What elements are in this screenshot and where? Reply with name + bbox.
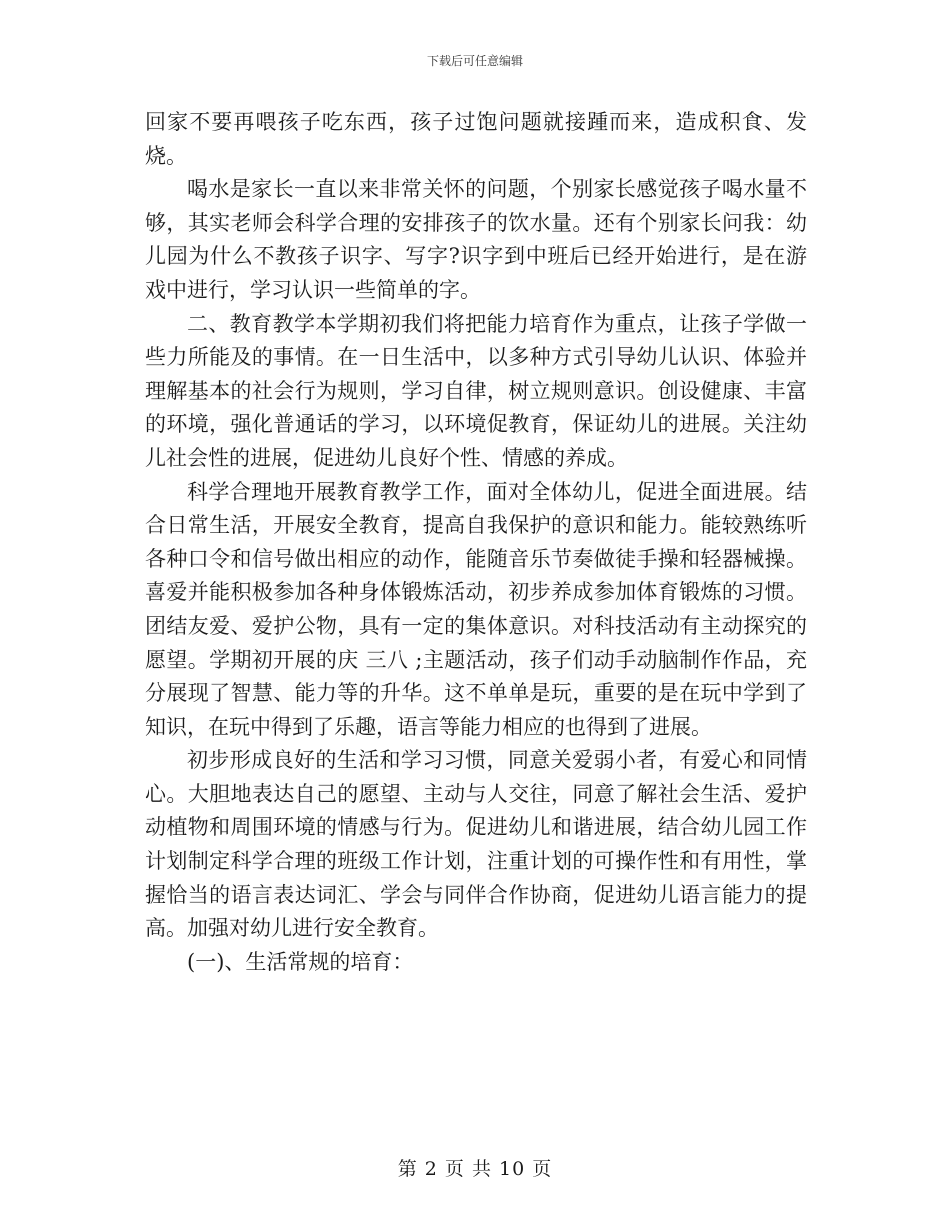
paragraph-5: 初步形成良好的生活和学习习惯，同意关爱弱小者，有爱心和同情心。大胆地表达自己的愿望、主动与人交往，同意了解社会生活、爱护动植物和周围环境的情感与行为。促进幼儿和谐进展，结合幼儿园工作计划制定科学合理的班级工作计划，注重计划的可操作性和有用性，掌握恰当的语言表达词汇、学会与同伴合作协商，促进幼儿语言能力的提高。加强对幼儿进行安全教育。 [145, 748, 807, 941]
paragraph-4: 科学合理地开展教育教学工作，面对全体幼儿，促进全面进展。结合日常生活，开展安全教育，提高自我保护的意识和能力。能较熟练听各种口令和信号做出相应的动作，能随音乐节奏做徒手操和轻器械操。喜爱并能积极参加各种身体锻炼活动，初步养成参加体育锻炼的习惯。团结友爱、爱护公物，具有一定的集体意识。对科技活动有主动探究的愿望。学期初开展的庆 三八 ;主题活动，孩子们动手动脑制作作品，充分展现了智慧、能力等的升华。这不单单是玩，重要的是在玩中学到了知识，在玩中得到了乐趣，语言等能力相应的也得到了进展。 [145, 479, 807, 739]
paragraph-6: (一)、生活常规的培育： [187, 949, 414, 974]
document-body [145, 106, 807, 979]
page-header: 下载后可任意编辑 [426, 54, 523, 68]
paragraph-1: 回家不要再喂孩子吃东西，孩子过饱问题就接踵而来，造成积食、发烧。 [145, 110, 807, 168]
page-number-footer: 第 2 页 共 10 页 [397, 1158, 553, 1180]
paragraph-2: 喝水是家长一直以来非常关怀的问题，个别家长感觉孩子喝水量不够，其实老师会科学合理的安排孩子的饮水量。还有个别家长问我：幼儿园为什么不教孩子识字、写字?识字到中班后已经开始进行，是在游戏中进行，学习认识一些简单的字。 [145, 177, 807, 302]
paragraph-3: 二、教育教学本学期初我们将把能力培育作为重点，让孩子学做一些力所能及的事情。在一日生活中，以多种方式引导幼儿认识、体验并理解基本的社会行为规则，学习自律，树立规则意识。创设健康、丰富的环境，强化普通话的学习，以环境促教育，保证幼儿的进展。关注幼儿社会性的进展，促进幼儿良好个性、情感的养成。 [145, 311, 807, 470]
